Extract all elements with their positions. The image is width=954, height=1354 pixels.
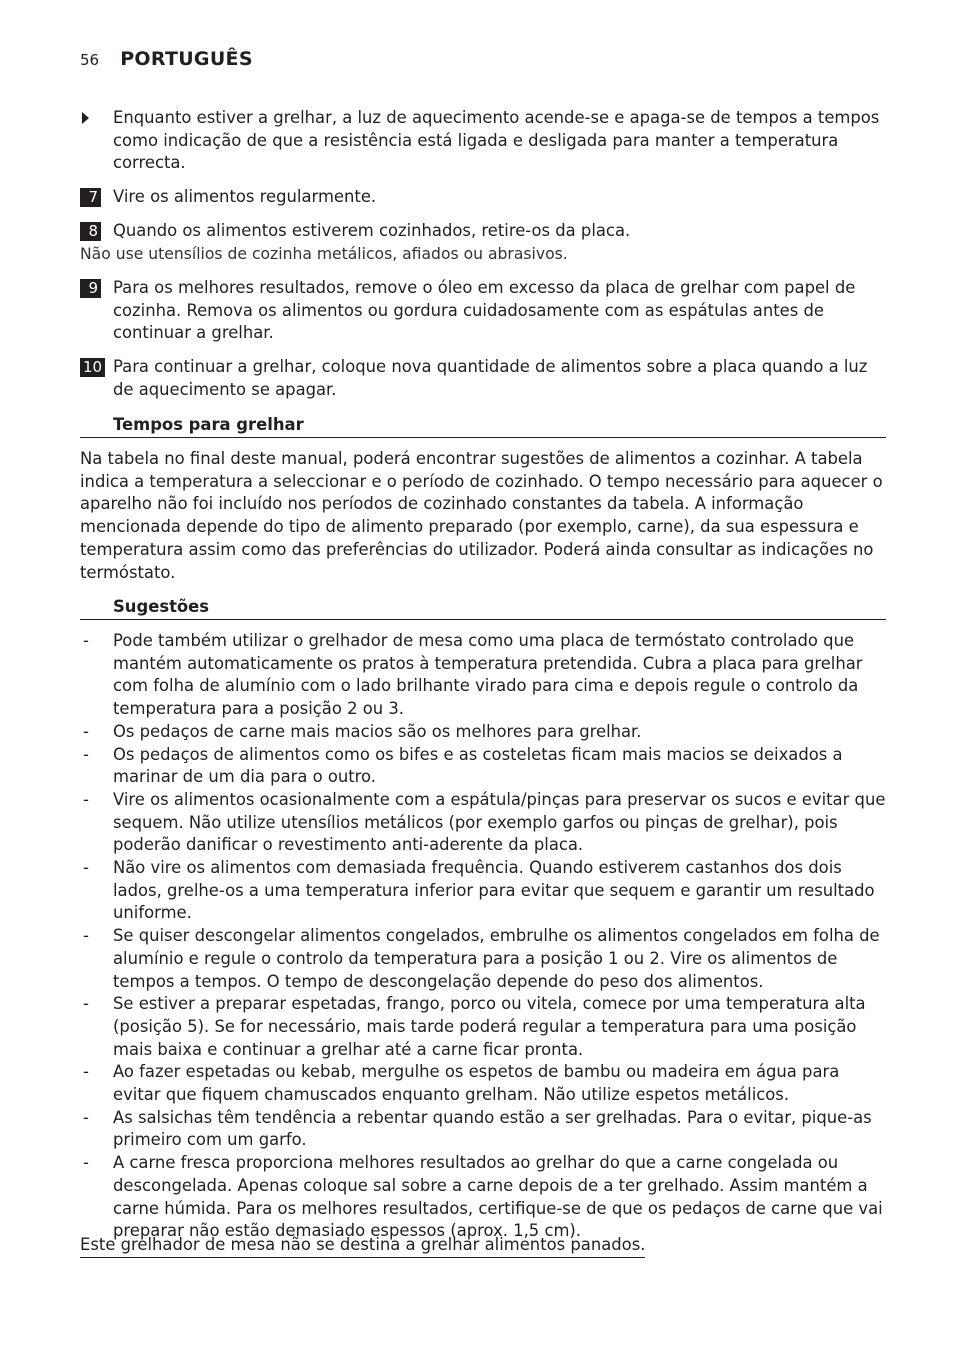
dash-bullet: - <box>83 1062 89 1082</box>
dash-bullet: - <box>83 1153 89 1173</box>
footer-warning-note: Este grelhador de mesa não se destina a grelhar alimentos panados. <box>80 1234 645 1258</box>
step-text: Quando os alimentos estiverem cozinhados, retire-os da placa. <box>113 221 631 240</box>
step-text: Vire os alimentos regularmente. <box>113 187 377 206</box>
tip-text: Os pedaços de alimentos como os bifes e as costeletas ficam mais macios se deixados a marinar de um dia para o outro. <box>113 744 843 787</box>
tip-text: Ao fazer espetadas ou kebab, mergulhe os espetos de bambu ou madeira em água para evitar que fiquem chamuscados enquanto grelham. Não utilize espetos metálicos. <box>113 1062 840 1105</box>
dash-bullet: - <box>83 858 89 878</box>
dash-bullet: - <box>83 744 89 764</box>
step-number-badge: 10 <box>80 358 105 377</box>
list-item <box>80 744 886 789</box>
tips-list <box>80 630 886 1243</box>
intro-bullet <box>80 107 886 175</box>
list-item <box>80 1061 886 1106</box>
step-9 <box>80 277 886 345</box>
tip-text: Não vire os alimentos com demasiada frequência. Quando estiverem castanhos dos dois lados, grelhe-os a uma temperatura inferior para evitar que sequem e garantir um resultado uniforme. <box>113 858 875 923</box>
grill-times-paragraph: Na tabela no final deste manual, poderá encontrar sugestões de alimentos a cozinhar. A tabela indica a temperatura a seleccionar e o período de cozinhado. O tempo necessário para aquecer o aparelho não foi incluído nos períodos de cozinhado constantes da tabela. A informação mencionada depende do tipo de alimento preparado (por exemplo, carne), da sua espessura e temperatura assim como das preferências do utilizador. Poderá ainda consultar as indicações no termóstato. <box>80 449 883 582</box>
dash-bullet: - <box>83 721 89 741</box>
tip-text: Se estiver a preparar espetadas, frango, porco ou vitela, comece por uma temperatura alta (posição 5). Se for necessário, mais tarde poderá regular a temperatura para uma posição mais baixa e continuar a grelhar até a carne ficar pronta. <box>113 994 866 1059</box>
section-heading-text: Sugestões <box>113 597 210 616</box>
dash-bullet: - <box>83 994 89 1014</box>
page-header <box>80 48 253 74</box>
step-10 <box>80 356 886 401</box>
step-number-badge: 9 <box>80 279 101 298</box>
step-7 <box>80 186 886 209</box>
page-number: 56 <box>80 51 100 69</box>
list-item <box>80 721 886 744</box>
section-heading-grill-times <box>80 414 886 438</box>
tip-text: Os pedaços de carne mais macios são os melhores para grelhar. <box>113 721 642 741</box>
dash-bullet: - <box>83 1107 89 1127</box>
step-text: Para os melhores resultados, remove o óleo em excesso da placa de grelhar com papel de cozinha. Remova os alimentos ou gordura cuidadosamente com as espátulas antes de continuar a grelhar. <box>113 278 856 343</box>
list-item <box>80 1152 886 1243</box>
tip-text: Vire os alimentos ocasionalmente com a espátula/pinças para preservar os sucos e evitar que sequem. Não utilize utensílios metálicos (por exemplo garfos ou pinças de grelhar), pois poderão danificar o revestimento anti-aderente da placa. <box>113 789 886 855</box>
list-item <box>80 1107 886 1152</box>
step-number-badge: 8 <box>80 222 101 241</box>
language-title: PORTUGUÊS <box>120 48 253 70</box>
section-heading-tips <box>80 596 886 620</box>
dash-bullet: - <box>83 631 89 650</box>
section-heading-text: Tempos para grelhar <box>113 415 304 434</box>
tip-text: Pode também utilizar o grelhador de mesa como uma placa de termóstato controlado que mantém automaticamente os pratos à temperatura pretendida. Cubra a placa para grelhar com folha de alumínio com o lado brilhante virado para cima e depois regule o controlo da temperatura para a posição 2 ou 3. <box>113 631 863 719</box>
tip-text: As salsichas têm tendência a rebentar quando estão a ser grelhadas. Para o evitar, pique-as primeiro com um garfo. <box>113 1107 872 1150</box>
list-item <box>80 925 886 993</box>
list-item <box>80 789 886 857</box>
dash-bullet: - <box>83 789 89 809</box>
list-item <box>80 857 886 925</box>
tip-text: A carne fresca proporciona melhores resultados ao grelhar do que a carne congelada ou descongelada. Apenas coloque sal sobre a carne depois de a ter grelhado. Assim mantém a carne húmida. Para os melhores resultados, certifique-se de que os pedaços de carne que vai preparar não estão demasiado espessos (aprox. 1,5 cm). <box>113 1153 883 1241</box>
step-text: Para continuar a grelhar, coloque nova quantidade de alimentos sobre a placa quando a luz de aquecimento se apagar. <box>113 357 868 399</box>
triangle-bullet-icon <box>82 112 89 124</box>
intro-bullet-text: Enquanto estiver a grelhar, a luz de aquecimento acende-se e apaga-se de tempos a tempos como indicação de que a resistência está ligada e desligada para manter a temperatura correcta. <box>113 108 880 173</box>
tip-text: Se quiser descongelar alimentos congelados, embrulhe os alimentos congelados em folha de alumínio e regule o controlo da temperatura para a posição 1 ou 2. Vire os alimentos de tempos a tempos. O tempo de descongelação depende do peso dos alimentos. <box>113 926 880 991</box>
step-number-badge: 7 <box>80 188 101 207</box>
list-item <box>80 630 886 721</box>
step-8 <box>80 220 886 265</box>
list-item <box>80 993 886 1061</box>
dash-bullet: - <box>83 926 89 946</box>
step-note: Não use utensílios de cozinha metálicos, afiados ou abrasivos. <box>80 244 568 263</box>
